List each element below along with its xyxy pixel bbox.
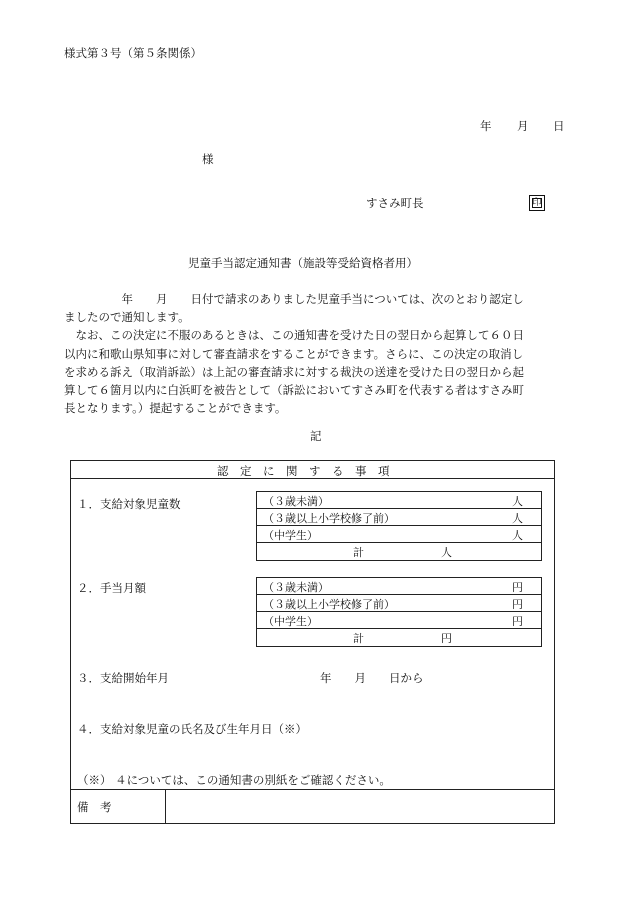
seal-mark <box>529 195 545 211</box>
total-row <box>257 629 541 646</box>
row-label: （３歳未満） <box>263 581 329 594</box>
table-row <box>257 509 541 526</box>
item3-label: ３．支給開始年月 <box>77 671 169 685</box>
total-row <box>257 543 541 560</box>
table-header: 認 定 に 関 す る 事 項 <box>217 464 390 478</box>
item2-subtable <box>256 577 542 647</box>
row-unit: 円 <box>512 615 523 628</box>
ki-heading: 記 <box>310 429 322 443</box>
date-day: 日 <box>553 119 565 133</box>
item2-label: ２．手当月額 <box>77 581 146 595</box>
body-line: 算して６箇月以内に白浜町を被告として（訴訟においてすさみ町を代表する者はすさみ町 <box>64 383 524 398</box>
total-unit: 人 <box>441 546 452 559</box>
table-row <box>257 526 541 543</box>
item1-label: １．支給対象児童数 <box>77 497 181 511</box>
remarks-divider <box>70 789 555 790</box>
row-label: （中学生） <box>263 529 318 542</box>
body-line: 以内に和歌山県知事に対して審査請求をすることができます。さらに、この決定の取消し <box>64 346 524 361</box>
date-year: 年 <box>480 119 492 133</box>
remarks-label: 備 考 <box>77 800 112 814</box>
seal-char: 印 <box>532 198 542 208</box>
table-row <box>257 492 541 509</box>
form-number: 様式第３号（第５条関係） <box>64 46 202 60</box>
row-unit: 人 <box>512 529 523 542</box>
row-unit: 人 <box>512 512 523 525</box>
issuer: すさみ町長 <box>366 196 424 210</box>
total-label: 計 <box>353 632 364 645</box>
table-row <box>257 595 541 612</box>
document-title: 児童手当認定通知書（施設等受給資格者用） <box>188 256 418 270</box>
row-unit: 円 <box>512 598 523 611</box>
body-text <box>64 290 572 417</box>
row-label: （３歳未満） <box>263 495 329 508</box>
row-label: （中学生） <box>263 615 318 628</box>
body-line: ましたので通知します。 <box>64 310 190 325</box>
body-line: 年 月 日付で請求のありました児童手当については、次のとおり認定し <box>64 292 524 306</box>
remarks-col-divider <box>165 789 166 824</box>
header-divider <box>70 478 555 479</box>
table-row <box>257 578 541 595</box>
addressee-suffix: 様 <box>202 152 214 166</box>
row-unit: 人 <box>512 495 523 508</box>
body-line: を求める訴え（取消訴訟）は上記の審査請求に対する裁決の送達を受けた日の翌日から起 <box>64 364 524 379</box>
body-line: 長となります。）提起することができます。 <box>64 401 287 416</box>
row-label: （３歳以上小学校修了前） <box>263 512 395 525</box>
date-month: 月 <box>517 119 529 133</box>
total-label: 計 <box>353 546 364 559</box>
table-row <box>257 612 541 629</box>
row-unit: 円 <box>512 581 523 594</box>
row-label: （３歳以上小学校修了前） <box>263 598 395 611</box>
item3-value: 年 月 日から <box>320 671 424 685</box>
total-unit: 円 <box>441 632 452 645</box>
item1-subtable <box>256 491 542 561</box>
item4-label: ４．支給対象児童の氏名及び生年月日（※） <box>77 722 307 736</box>
body-line: なお、この決定に不服のあるときは、この通知書を受けた日の翌日から起算して６０日 <box>64 328 524 343</box>
footnote: （※） ４については、この通知書の別紙をご確認ください。 <box>77 773 391 787</box>
